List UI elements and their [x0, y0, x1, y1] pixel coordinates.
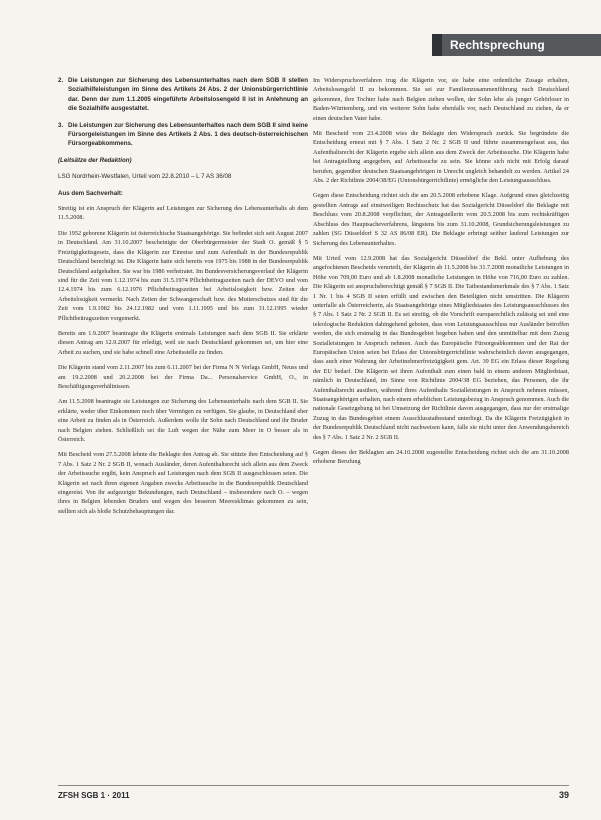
headnote-number: 2.: [58, 77, 64, 84]
headnote-text: Die Leistungen zur Sicherung des Lebensunterhaltes nach dem SGB II sind keine Fürsorgeleistungen im Sinne des Artikels 2 Abs. 1 des deutsch-österreichischen Fürsorgeabkommens.: [68, 121, 308, 148]
section-marker: [432, 34, 442, 56]
paragraph: Mit Bescheid vom 23.4.2008 wies die Beklagte den Widerspruch zurück. Sie begründete die Entscheidung erneut mit § 7 Abs. 1 Satz 2 Nr. 2 SGB II und führte zusammengefasst aus, das Aufenthaltsrecht der Klägerin ergebe sich allein aus dem Zweck der Arbeitssuche. Die Klägerin habe bei Antragstellung angegeben, auf Arbeitssuche zu sein. Sie könne sich nicht mit Erfolg darauf berufen, gegenüber deutschen Staatsangehörigen in Unrecht ungleich behandelt zu werden. Artikel 24 Abs. 2 der Richtlinie 2004/38/EG (Unionsbürgerrichtlinie) ermögliche den Leistungsausschluss.: [313, 130, 569, 185]
editorial-note: (Leitsätze der Redaktion): [58, 156, 132, 164]
headnote-number: 3.: [58, 121, 64, 129]
journal-name: ZFSH SGB 1 · 2011: [58, 790, 130, 800]
page-footer: [58, 788, 569, 802]
headnote-text: Die Leistungen zur Sicherung des Lebensunterhaltes nach dem SGB II stellen Sozialhilfeleistungen im Sinne des Artikels 24 Abs. 2 der Unionsbürgerrichtlinie dar. Denn der zum 1.1.2005 eingeführte Arbeitslosengeld II ist in Anlehnung an die Sozialhilfe ausgestaltet.: [68, 77, 308, 113]
paragraph: Am 11.5.2008 beantragte sie Leistungen zur Sicherung des Lebensunterhalts nach dem SGB II. Sie erklärte, weder über Einkommen noch über Vermögen zu verfügen. Sie glaube, in Deutschland eher eine Arbeit zu finden als in Österreich. Außerdem wolle ihr Sohn nach Deutschland und ihr Bruder nach Belgien ziehen. Schließlich sei die Luft wegen der Nähe zum Meer in O besser als in Österreich.: [58, 398, 308, 443]
headnote-item: [58, 76, 308, 114]
paragraph: Im Widerspruchsverfahren trug die Klägerin vor, sie habe eine ordentliche Zusage erhalten, Arbeitslosengeld II zu bekommen. Sie sei zur Familienzusammenführung nach Deutschland gekommen, ihre Tochter habe nach Belgien ziehen wollen, der Sohn lebe als junger Gehörloser in Baden-Württemberg, und ein weiterer Sohn habe ebenfalls vor, nach Deutschland zu ziehen, da er einen deutschen Vater habe.: [313, 77, 569, 122]
court-citation: LSG Nordrhein-Westfalen, Urteil vom 22.8.2010 – L 7 AS 36/08: [58, 173, 232, 181]
paragraph: Bereits am 1.9.2007 beantragte die Klägerin erstmals Leistungen nach dem SGB II. Sie erklärte diesen Antrag am 12.9.2007 für erledigt, weil sie nach Deutschland gekommen sei, um hier eine Arbeit zu suchen, und sie habe schnell eine Arbeitsstelle zu finden.: [58, 329, 308, 356]
page-number: 39: [558, 790, 569, 800]
footer-rule: [58, 785, 569, 786]
section-title: Rechtsprechung: [450, 38, 545, 52]
facts-heading: Aus dem Sachverhalt:: [58, 189, 123, 197]
section-header: [432, 34, 601, 56]
paragraph: Die 1952 geborene Klägerin ist österreichische Staatsangehörige. Sie befindet sich seit August 2007 in Deutschland. Am 31.10.2007 bescheinigte der Oberbürgermeister der Stadt O. gemäß § 5 Freizügigkeitsgesetz, dass die Klägerin zur Einreise und zum Aufenthalt in der Bundesrepublik Deutschland berechtigt ist. Die Klägerin hatte sich bereits von 1975 bis 1988 in der Bundesrepublik Deutschland aufgehalten. Sie war bis 1986 verheiratet. Im Bundesversicherungsverlauf der Klägerin sind für die Zeit vom 1.12.1974 bis zum 31.5.1974 Pflichtbeitragszeiten nach der DEVO und vom 12.4.1974 bis zum 6.12.1976 Pflichtbeitragszeiten bei Arbeitslosigkeit bzw. Zeiten der Arbeitslosigkeit vermerkt. Nach Zeiten der Schwangerschaft bzw. des Mutterschutzes sind für die Zeit vom 1.9.1982 bis 24.12.1982 und vom 1.11.1995 und bis zum 31.12.1995 wieder Pflichtbeitragszeiten vorgemerkt.: [58, 229, 308, 322]
right-column: [313, 76, 569, 473]
paragraph: Die Klägerin stand vom 2.11.2007 bis zum 6.11.2007 bei der Firma N N Verlags GmbH, Neuss und am 19.2.2008 und 20.2.2008 bei der Firma Da... Personalservice GmbH, O., in Beschäftigungsverhältnissen.: [58, 364, 308, 390]
headnote-item: [58, 121, 308, 149]
paragraph: Streitig ist ein Anspruch der Klägerin auf Leistungen zur Sicherung des Lebensunterhalts ab dem 11.5.2008.: [58, 205, 308, 222]
paragraph: Mit Bescheid vom 27.5.2008 lehnte die Beklagte den Antrag ab. Sie stützte ihre Entscheidung auf § 7 Abs. 1 Satz 2 Nr. 2 SGB II, wonach Ausländer, deren Aufenthaltsrecht sich allein aus dem Zweck der Arbeitssuche ergibt, kein Anspruch auf Leistungen nach dem SGB II ausgeschlossen seien. Die Klägerin sei nach ihren eigenen Angaben zwecks Arbeitssuche in die Bundesrepublik Deutschland eingereist. Von ihr aufgezeigte Bekundungen, nach Deutschland – insbesondere nach O. – wegen ihres in Belgien lebenden Bruders und wegen des besseren Meeresklimas gekommen zu sein, stellten sich als bloße Schutzbehauptungen dar.: [58, 451, 308, 515]
paragraph: Mit Urteil vom 12.9.2008 hat das Sozialgericht Düsseldorf die Bekl. unter Aufhebung des angefochtenen Bescheids verurteilt, der Klägerin ab 11.5.2008 bis 31.7.2008 monatliche Leistungen in Höhe von 709,00 Euro und ab 1.8.2008 monatliche Leistungen in Höhe von 716,00 Euro zu zahlen. Die Klägerin sei anspruchsberechtigt gemäß § 7 SGB II. Die Tatbestandsmerkmale des § 7 Abs. 1 Satz 1 Nr. 1 bis 4 SGB II seien erfüllt und zwischen den Beteiligten nicht umstritten. Die Klägerin unterfalle als Österreicherin, als Staatsangehörige eines Mitgliedstaates des Leistungsausschlusses des § 7 Abs. 1 Satz 2 Nr. 2 SGB II. Es sei streitig, ob die Vorschrift europarechtlich zulässig sei und eine teleologische Reduktion dahingehend geboten, dass vom Leistungsausschluss nur Ausländer betroffen werden, die sich erstmalig in das Bundesgebiet begeben haben und den unmittelbar mit dem Zuzug Sozialleistungen in Anspruch nehmen. Auch das Europäische Fürsorgeabkommen und der Rat der Europäischen Union seien bei Erlass der Unionsbürgerrichtlinie wahrscheinlich davon ausgegangen, dass auch einer Wahrung der Arbeitnehmerfreizügigkeit gem. Art. 39 EG ein Erlass dieser Regelung der EU bedarf. Die Klägerin sei ihren Aufenthalt zum einen bald in einem anderen Mitgliedstaat, nämlich in Deutschland, im Sinne von Richtlinie 2004/38 EG beziehen, das Personen, die ihr Aufenthaltsrecht ausüben, während ihres Aufenthalts Sozialleistungen in Anspruch nehmen müssen, Staatsangehörigen erhalten, nach einem erheblichen Leistungsbezug in Anspruch genommen. Auch die nationale Gesetzgebung ist bei Umsetzung der Richtlinie davon ausgegangen, dass nur der erstmalige Zuzug in das Bundesgebiet einem Ausschlusstatbestand unterliegt. Da die Klägerin Freizügigkeit in der Bundesrepublik Deutschland nicht nachweisen kann, falle sie nicht unter den Anwendungsbereich des § 7 Abs. 1 Satz 2 Nr. 2 SGB II.: [313, 254, 569, 441]
paragraph: Gegen dieses der Beklagten am 24.10.2008 zugestellte Entscheidung richtet sich die am 31.10.2008 erhobene Berufung: [313, 449, 569, 466]
paragraph: Gegen diese Entscheidung richtet sich die am 20.5.2008 erhobene Klage. Aufgrund eines gleichzeitig gestellten Antrags auf einstweiligen Rechtsschutz hat das Sozialgericht Düsseldorf die Beklagte mit Beschluss vom 20.8.2008 verpflichtet, der Antragstellerin vom 20.5.2008 bis zum rechtskräftigen Abschluss des Hauptsacheverfahrens, längstens bis zum 31.10.2008, Grundsicherungsleistungen zu zahlen (SG Düsseldorf S 32 AS 86/08 ER). Die Beklagte erbringt seither laufend Leistungen zur Sicherung des Lebensunterhaltes.: [313, 192, 569, 247]
left-column: [58, 76, 308, 522]
